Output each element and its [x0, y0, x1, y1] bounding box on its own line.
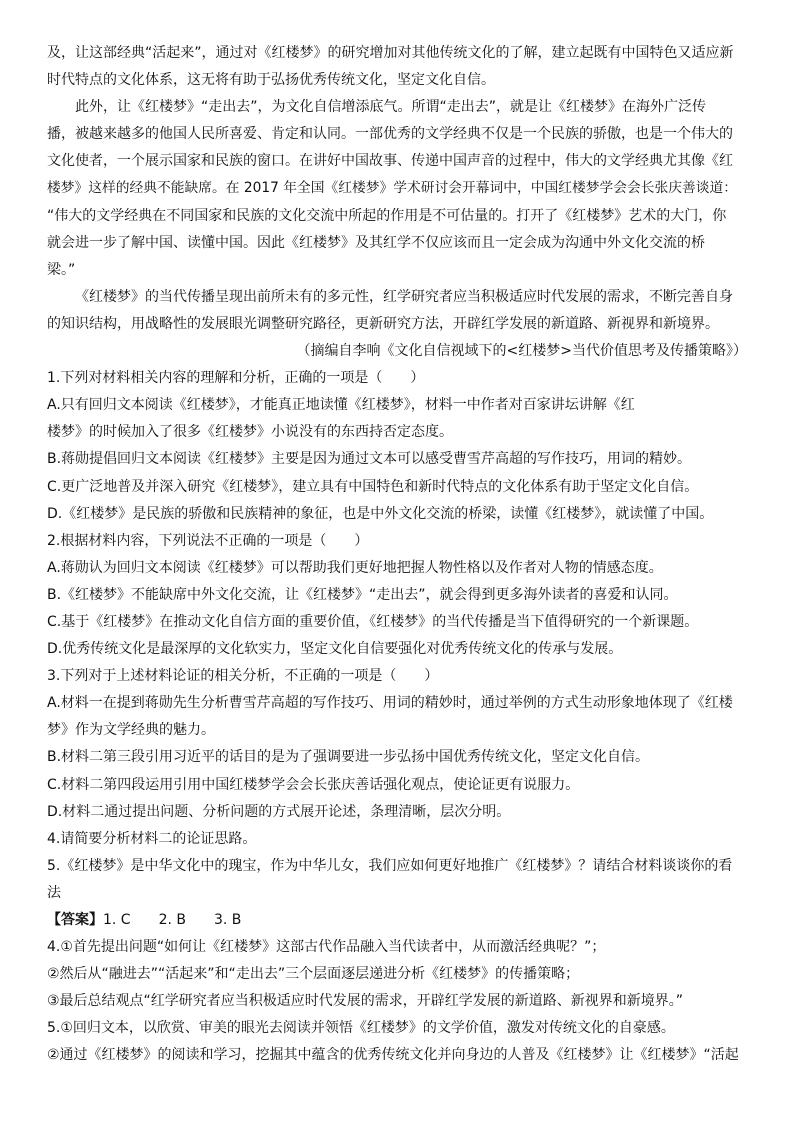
answer-key-line: [47, 907, 747, 934]
question-1-option-a-cont: 楼梦》的时候加入了很多《红楼梦》小说没有的东西持否定态度。: [47, 424, 453, 441]
question-3-option-b: B.材料二第三段引用习近平的话目的是为了强调要进一步弘扬中国优秀传统文化，坚定文化自信。: [47, 749, 650, 766]
question-3-stem: 3.下列对于上述材料论证的相关分析，不正确的一项是（ ）: [47, 668, 439, 685]
answer-line: 5.①回归文本，以欣赏、审美的眼光去阅读并领悟《红楼梦》的文学价值，激发对传统文化的自豪感。: [47, 1020, 675, 1037]
question-5-stem-cont: 法: [47, 884, 61, 901]
question-3-option-c: C.材料二第四段运用引用中国红楼梦学会会长张庆善话强化观点，使论证更有说服力。: [47, 776, 580, 793]
question-4-stem: 4.请简要分析材料二的论证思路。: [47, 830, 257, 847]
answer-label: 【答案】: [47, 912, 103, 928]
question-2-stem: 2.根据材料内容，下列说法不正确的一项是（ ）: [47, 532, 369, 549]
paragraph-line: 播，被越来越多的他国人民所喜爱、肯定和认同。一部优秀的文学经典不仅是一个民族的骄傲，也是一个伟大的: [47, 126, 733, 143]
question-2-option-b: B.《红楼梦》不能缺席中外文化交流，让《红楼梦》“走出去”，就会得到更多海外读者的喜爱和认同。: [47, 586, 678, 603]
question-2-option-a: A.蒋勋认为回归文本阅读《红楼梦》可以帮助我们更好地把握人物性格以及作者对人物的情感态度。: [47, 559, 663, 576]
answer-line: ②然后从“融进去”“活起来”和“走出去”三个层面逐层递进分析《红楼梦》的传播策略；: [47, 966, 580, 983]
answer-line: 4.①首先提出问题“如何让《红楼梦》这部古代作品融入当代读者中，从而激活经典呢？”；: [47, 939, 606, 956]
paragraph-line: 梁。”: [47, 261, 76, 278]
question-5-stem: 5.《红楼梦》是中华文化中的瑰宝，作为中华儿女，我们应如何更好地推广《红楼梦》？请结合材料谈谈你的看: [47, 857, 733, 874]
document-page: [47, 40, 747, 1070]
answer-line: ③最后总结观点“红学研究者应当积极适应时代发展的需求，开辟红学发展的新道路、新视界和新境界。”: [47, 993, 684, 1010]
question-3-option-a: A.材料一在提到蒋勋先生分析曹雪芹高超的写作技巧、用词的精妙时，通过举例的方式生动形象地体现了《红楼: [47, 695, 733, 712]
paragraph-line: “伟大的文学经典在不同国家和民族的文化交流中所起的作用是不可估量的。打开了《红楼梦》艺术的大门，你: [47, 207, 727, 224]
paragraph-line: 就会进一步了解中国、读懂中国。因此《红楼梦》及其红学不仅应该而且一定会成为沟通中外文化交流的桥: [47, 234, 705, 251]
question-3-option-d: D.材料二通过提出问题、分析问题的方式展开论述，条理清晰，层次分明。: [47, 803, 511, 820]
answer-line: ②通过《红楼梦》的阅读和学习，挖掘其中蕴含的优秀传统文化并向身边的人普及《红楼梦》让《红楼梦》“活起: [47, 1047, 739, 1064]
question-1-option-c: C.更广泛地普及并深入研究《红楼梦》，建立具有中国特色和新时代特点的文化体系有助于坚定文化自信。: [47, 478, 699, 495]
paragraph-line: 文化使者，一个展示国家和民族的窗口。在讲好中国故事、传递中国声音的过程中，伟大的文学经典尤其像《红: [47, 153, 733, 170]
answer-choices: 1. C 2. B 3. B: [103, 912, 242, 928]
question-1-option-d: D.《红楼梦》是民族的骄傲和民族精神的象征，也是中外文化交流的桥梁，读懂《红楼梦》，就读懂了中国。: [47, 505, 714, 522]
question-1-stem: 1.下列对材料相关内容的理解和分析，正确的一项是（ ）: [47, 370, 425, 387]
question-2-option-c: C.基于《红楼梦》在推动文化自信方面的重要价值，《红楼梦》的当代传播是当下值得研究的一个新课题。: [47, 613, 699, 630]
paragraph-line: 此外，让《红楼梦》“走出去”，为文化自信增添底气。所谓“走出去”，就是让《红楼梦》在海外广泛传: [75, 99, 707, 116]
paragraph-line: 及，让这部经典“活起来”，通过对《红楼梦》的研究增加对其他传统文化的了解，建立起既有中国特色又适应新: [47, 45, 734, 61]
paragraph-line: 《红楼梦》的当代传播呈现出前所未有的多元性，红学研究者应当积极适应时代发展的需求，不断完善自身: [75, 288, 733, 305]
paragraph-line: 时代特点的文化体系，这无将有助于弘扬优秀传统文化，坚定文化自信。: [47, 72, 495, 89]
question-1-option-a: A.只有回归文本阅读《红楼梦》，才能真正地读懂《红楼梦》，材料一中作者对百家讲坛讲解《红: [47, 397, 635, 414]
paragraph-line: 楼梦》这样的经典不能缺席。在 2017 年全国《红楼梦》学术研讨会开幕词中，中国红楼梦学会会长张庆善谈道：: [47, 180, 737, 197]
question-1-option-b: B.蒋勋提倡回归文本阅读《红楼梦》主要是因为通过文本可以感受曹雪芹高超的写作技巧，用词的精妙。: [47, 451, 692, 468]
source-citation: （摘编自李响《文化自信视域下的<红楼梦>当代价值思考及传播策略》）: [296, 343, 747, 360]
question-2-option-d: D.优秀传统文化是最深厚的文化软实力，坚定文化自信要强化对优秀传统文化的传承与发展。: [47, 641, 623, 658]
question-3-option-a-cont: 梦》作为文学经典的魅力。: [47, 722, 215, 739]
paragraph-line: 的知识结构，用战略性的发展眼光调整研究路径，更新研究方法，开辟红学发展的新道路、新视界和新境界。: [47, 315, 719, 332]
